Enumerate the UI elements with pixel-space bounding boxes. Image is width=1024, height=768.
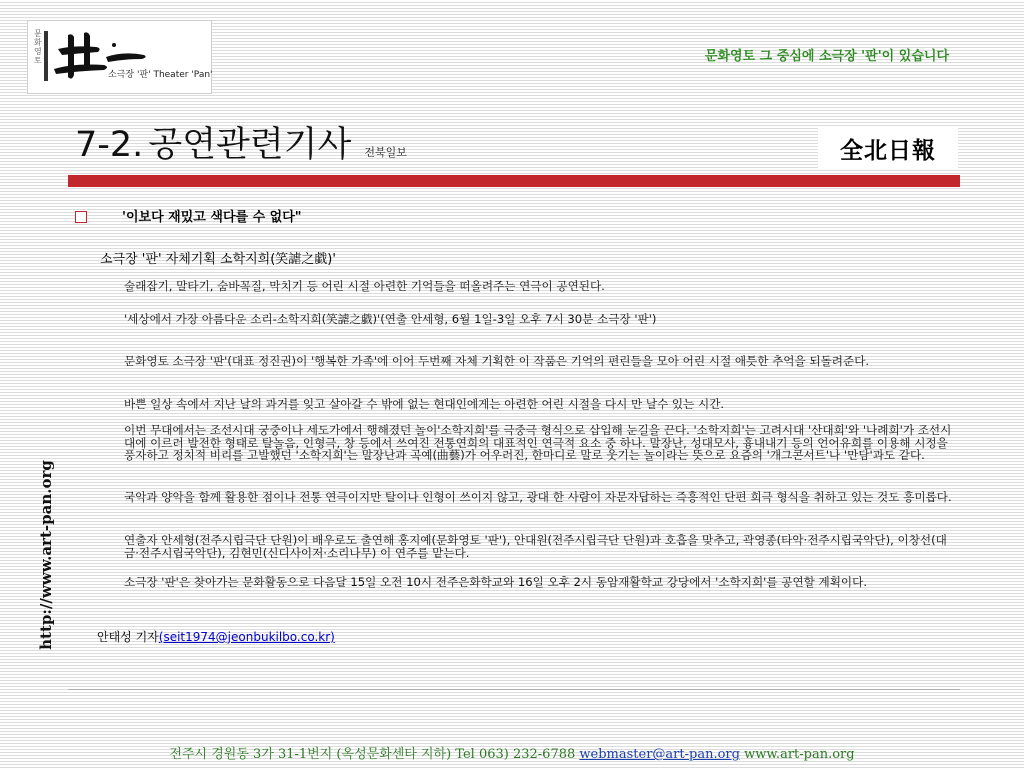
logo-vertical-text: 문화영토 [34, 29, 42, 65]
page-title-source: 전북일보 [364, 146, 407, 159]
site-logo[interactable] [27, 20, 212, 94]
article-paragraph: 문화영토 소극장 '판'(대표 정진권)이 '행복한 가족'에 이어 두번째 자체 기획한 이 작품은 기억의 편린들을 모아 어린 시절 애틋한 추억을 되돌려준다. [124, 354, 870, 368]
title-divider-bar [68, 175, 960, 187]
logo-caption: 소극장 '판' Theater 'Pan' [108, 70, 213, 80]
article-paragraph: 소극장 '판'은 찾아가는 문화활동으로 다음달 15일 오전 10시 전주은화학교와 16일 오후 2시 동암재활학교 강당에서 '소학지희'를 공연할 계획이다. [124, 575, 868, 589]
article-paragraph: 술래잡기, 말타기, 숨바꼭질, 막치기 등 어린 시절 아련한 기억들을 떠올려주는 연극이 공연된다. [124, 279, 605, 293]
article-byline [97, 628, 335, 645]
article-paragraph: 연출자 안세형(전주시립극단 단원)이 배우로도 출연해 홍지예(문화영토 '판'), 안대원(전주시립극단 단원)과 호흡을 맞추고, 곽영종(타악·전주시립국악단), 이창선(대금·전주시립국악단), 김현민(신디사이저·소리나무) 이 연주를 맡는다. [124, 533, 947, 560]
article-paragraph: 국악과 양악을 함께 활용한 점이나 전통 연극이지만 탈이나 인형이 쓰이지 않고, 광대 한 사람이 자문자답하는 즉흥적인 단편 희극 형식을 취하고 있는 것도 흥미롭다. [124, 490, 952, 504]
page-title-number: 7-2. [75, 125, 144, 165]
newspaper-logo: 全北日報 [818, 128, 958, 168]
byline-name: 안태성 기자 [97, 630, 159, 644]
article-paragraph: '세상에서 가장 아름다운 소리-소학지희(笑謔之戱)'(연출 안세형, 6월 1일-3일 오후 7시 30분 소극장 '판') [124, 312, 657, 326]
page-title [75, 117, 407, 167]
page-footer [0, 743, 1024, 762]
article-paragraph: 바쁜 일상 속에서 지난 날의 과거를 잊고 살아갈 수 밖에 없는 현대인에게는 아련한 어린 시절을 다시 만 날수 있는 시간. [124, 397, 725, 411]
side-url-text: http://www.art-pan.org [37, 460, 55, 650]
footer-email-link[interactable]: webmaster@art-pan.org [579, 747, 740, 762]
footer-divider [68, 689, 960, 690]
article-paragraph: 이번 무대에서는 조선시대 궁중이나 세도가에서 행해졌던 놀이'소학지희'를 극중극 형식으로 삽입해 눈길을 끈다. '소학지희'는 고려시대 '산대희'와 '나례희'가 조선시대에 이르러 발전한 형태로 탈놀음, 인형극, 창 등에서 쓰여진 전통연희의 대표적인 연극적 요소 중 하나. 말장난, 성대모사, 흉내내기 등의 언어유희를 이용해 시정을 풍자하고 정치적 비리를 고발했던 '소학지희'는 말장난과 곡예(曲藝)가 어우러진, 한마디로 말로 웃기는 놀이라는 뜻으로 요즘의 '개그콘서트'나 '만담'과도 같다. [124, 423, 952, 462]
site-slogan: 문화영토 그 중심에 소극장 '판'이 있습니다 [704, 49, 949, 64]
footer-address: 전주시 경원동 3가 31-1번지 (옥성문화센타 지하) Tel 063) 232-6788 [169, 747, 576, 762]
article-headline: '이보다 재밌고 색다를 수 없다" [122, 210, 302, 225]
page-title-text: 공연관련기사 [148, 125, 352, 165]
byline-email-link[interactable]: (seit1974@jeonbukilbo.co.kr) [158, 630, 335, 644]
article-subhead: 소극장 '판' 자체기획 소학지희(笑謔之戱)' [100, 252, 336, 267]
bullet-square-icon [75, 211, 87, 223]
side-url [35, 460, 57, 650]
footer-website[interactable]: www.art-pan.org [744, 747, 855, 762]
